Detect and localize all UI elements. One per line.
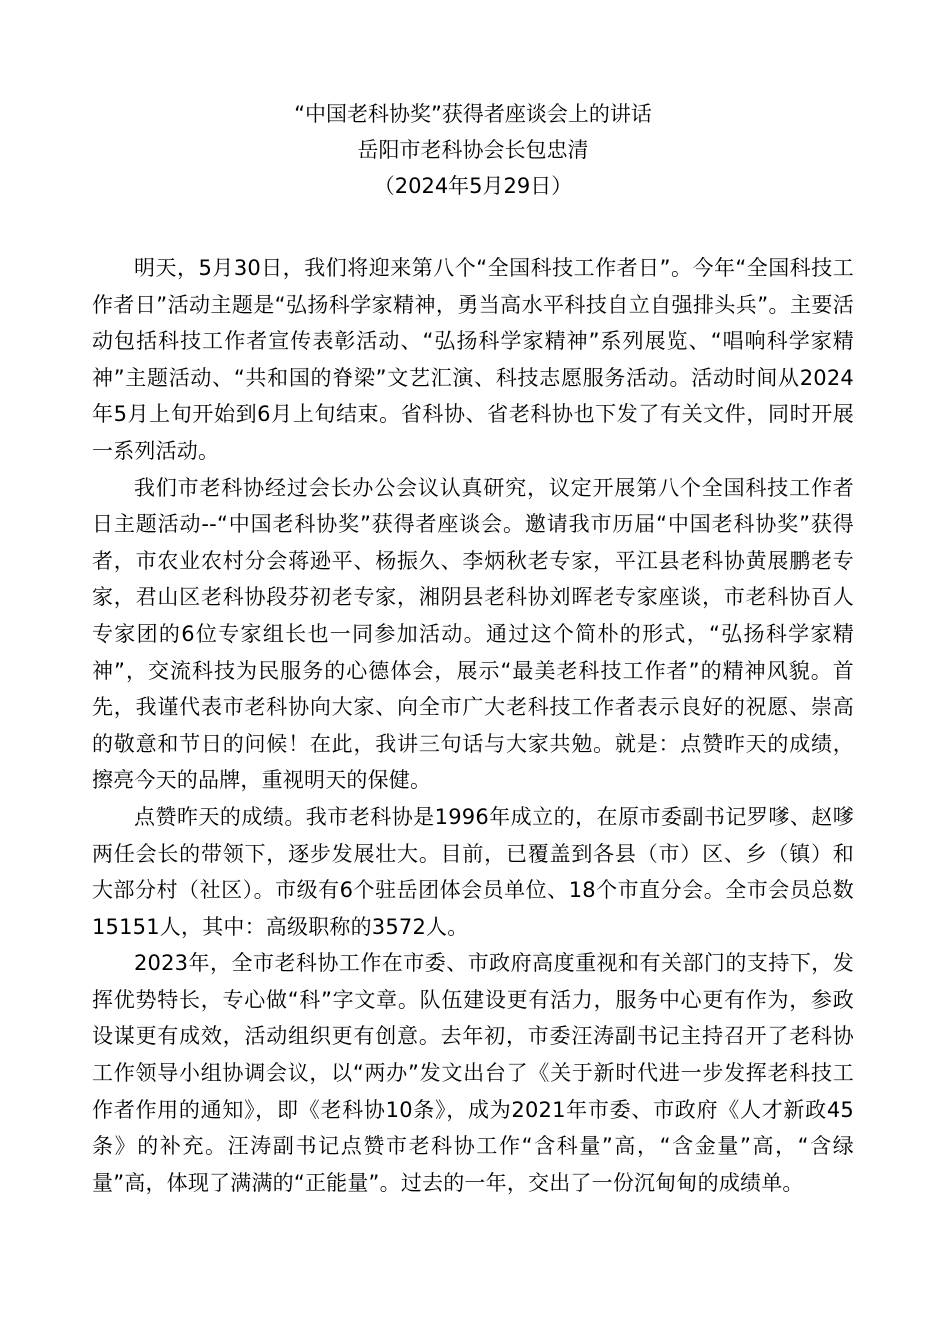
document-body xyxy=(92,250,854,1201)
paragraph-4: 2023年，全市老科协工作在市委、市政府高度重视和有关部门的支持下，发挥优势特长，专心做“科”字文章。队伍建设更有活力，服务中心更有作为，参政设谋更有成效，活动组织更有创意。去年初，市委汪涛副书记主持召开了老科协工作领导小组协调会议，以“两办”发文出台了《关于新时代进一步发挥老科技工作者作用的通知》，即《老科协10条》，成为2021年市委、市政府《人才新政45条》的补充。汪涛副书记点赞市老科协工作“含科量”高，“含金量”高，“含绿量”高，体现了满满的“正能量”。过去的一年，交出了一份沉甸甸的成绩单。 xyxy=(92,951,854,1195)
paragraph-1: 明天，5月30日，我们将迎来第八个“全国科技工作者日”。今年“全国科技工作者日”活动主题是“弘扬科学家精神，勇当高水平科技自立自强排头兵”。主要活动包括科技工作者宣传表彰活动、“弘扬科学家精神”系列展览、“唱响科学家精神”主题活动、“共和国的脊梁”文艺汇演、科技志愿服务活动。活动时间从2024年5月上旬开始到6月上旬结束。省科协、省老科协也下发了有关文件，同时开展一系列活动。 xyxy=(92,256,854,463)
paragraph-2: 我们市老科协经过会长办公会议认真研究，议定开展第八个全国科技工作者日主题活动--“中国老科协奖”获得者座谈会。邀请我市历届“中国老科协奖”获得者，市农业农村分会蒋逊平、杨振久、李炳秋老专家，平江县老科协黄展鹏老专家，君山区老科协段芬初老专家，湘阴县老科协刘晖老专家座谈，市老科协百人专家团的6位专家组长也一同参加活动。通过这个简朴的形式，“弘扬科学家精神”，交流科技为民服务的心德体会，展示“最美老科技工作者”的精神风貌。首先，我谨代表市老科协向大家、向全市广大老科技工作者表示良好的祝愿、崇高的敬意和节日的问候！在此，我讲三句话与大家共勉。就是：点赞昨天的成绩，擦亮今天的品牌，重视明天的保健。 xyxy=(92,475,854,793)
document-header xyxy=(92,96,854,204)
document-author: 岳阳市老科协会长包忠清 xyxy=(357,138,589,162)
paragraph-3: 点赞昨天的成绩。我市老科协是1996年成立的，在原市委副书记罗嗲、赵嗲两任会长的带领下，逐步发展壮大。目前，已覆盖到各县（市）区、乡（镇）和大部分村（社区）。市级有6个驻岳团体会员单位、18个市直分会。全市会员总数15151人，其中：高级职称的3572人。 xyxy=(92,804,854,939)
document-page xyxy=(92,92,854,1201)
document-title: “中国老科协奖”获得者座谈会上的讲话 xyxy=(294,102,652,126)
document-date: （2024年5月29日） xyxy=(373,174,573,198)
